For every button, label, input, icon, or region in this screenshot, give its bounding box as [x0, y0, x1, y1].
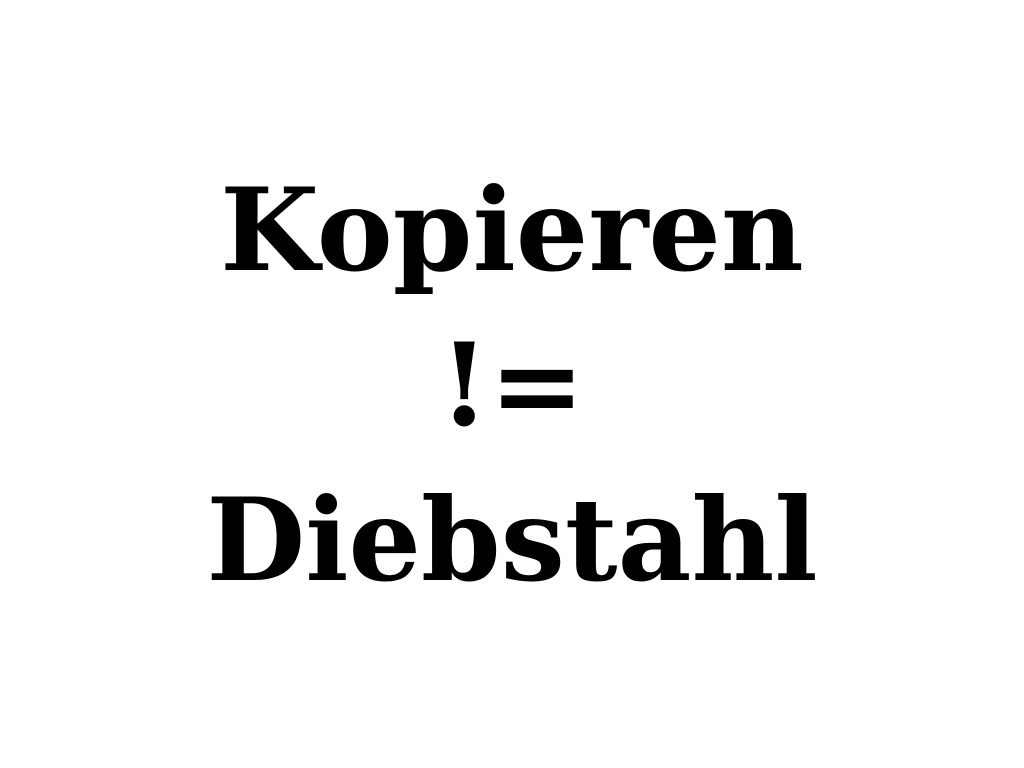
headline-line-2: !=	[439, 317, 585, 452]
headline-line-3: Diebstahl	[206, 472, 818, 607]
headline-line-1: Kopieren	[220, 162, 804, 297]
